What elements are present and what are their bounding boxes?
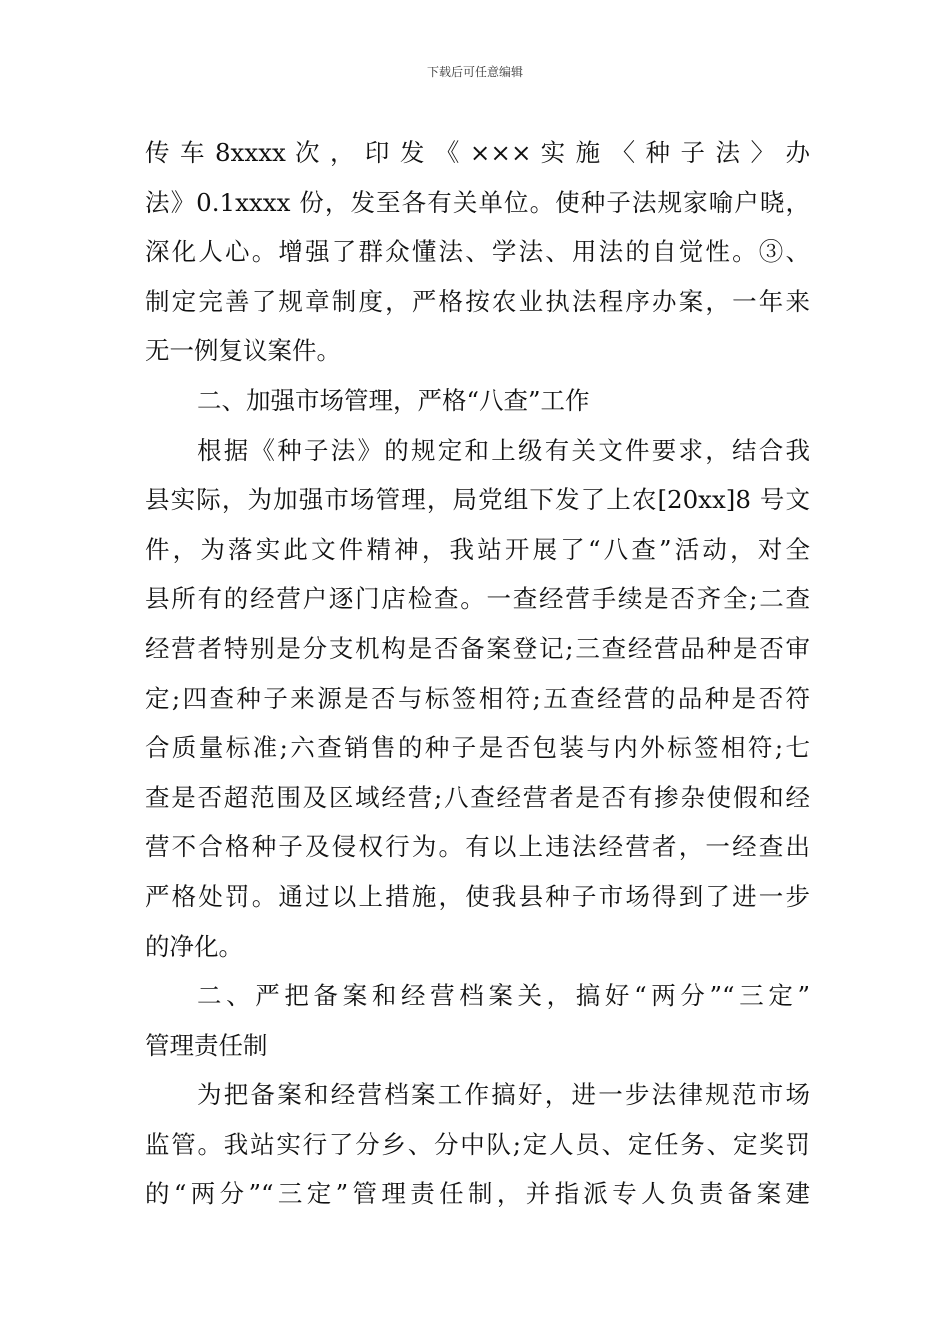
- text-line: 的“两分”“三定”管理责任制，并指派专人负责备案建: [145, 1179, 810, 1209]
- text-line: 经营者特别是分支机构是否备案登记;三查经营品种是否审: [145, 633, 810, 663]
- text-line: 县所有的经营户逐门店检查。一查经营手续是否齐全;二查: [145, 584, 810, 614]
- section-heading: 二、严把备案和经营档案关，搞好“两分”“三定”: [197, 981, 810, 1011]
- section-heading: 管理责任制: [145, 1030, 268, 1060]
- text-line: 监管。我站实行了分乡、分中队;定人员、定任务、定奖罚: [145, 1129, 810, 1159]
- text-line: 定;四查种子来源是否与标签相符;五查经营的品种是否符: [145, 683, 810, 713]
- section-heading: 二、加强市场管理，严格“八查”工作: [197, 385, 590, 415]
- text-line: 根据《种子法》的规定和上级有关文件要求，结合我: [197, 435, 810, 465]
- text-line: 营不合格种子及侵权行为。有以上违法经营者，一经查出: [145, 832, 810, 862]
- text-line: 法》0.1xxxx 份，发至各有关单位。使种子法规家喻户晓，: [145, 187, 810, 217]
- text-line: 无一例复议案件。: [145, 336, 341, 366]
- text-line: 县实际，为加强市场管理，局党组下发了上农[20xx]8 号文: [145, 485, 810, 515]
- page-header: 下载后可任意编辑: [426, 65, 523, 79]
- text-line: 制定完善了规章制度，严格按农业执法程序办案，一年来: [145, 286, 810, 316]
- text-line: 合质量标准;六查销售的种子是否包装与内外标签相符;七: [145, 733, 810, 763]
- text-line: 为把备案和经营档案工作搞好，进一步法律规范市场: [197, 1080, 810, 1110]
- text-line: 查是否超范围及区域经营;八查经营者是否有掺杂使假和经: [145, 782, 810, 812]
- text-line: 严格处罚。通过以上措施，使我县种子市场得到了进一步: [145, 881, 810, 911]
- document-body: [145, 128, 810, 1219]
- text-line: 传 车 8xxxx 次 ， 印 发 《 ××× 实 施 〈 种 子 法 〉 办: [145, 138, 810, 167]
- text-line: 件，为落实此文件精神，我站开展了“八查”活动，对全: [145, 534, 810, 564]
- text-line: 的净化。: [145, 931, 243, 961]
- text-line: 深化人心。增强了群众懂法、学法、用法的自觉性。③、: [145, 237, 810, 267]
